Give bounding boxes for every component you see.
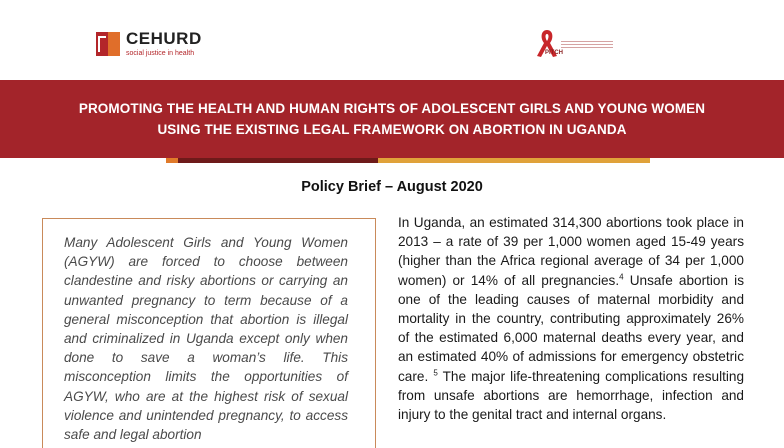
cehurd-logo-tagline: social justice in health	[126, 50, 195, 57]
reference-5: 5	[433, 368, 438, 378]
cehurd-logo	[96, 30, 202, 57]
cehurd-logo-name: CEHURD	[126, 29, 202, 48]
policy-brief-subtitle: Policy Brief – August 2020	[301, 179, 483, 195]
reference-4: 4	[619, 272, 624, 282]
accent-stripe-gold	[378, 158, 650, 163]
pitch-logo	[533, 28, 613, 60]
body-text-part2: Unsafe abortion is one of the leading causes of maternal morbidity and mortality in the country, contributing approximately 26% of the estimated 6,000 maternal deaths every year, and an estimated 40% of admissions for emergency obstetric care.	[398, 272, 744, 384]
body-paragraph	[398, 213, 744, 424]
cehurd-logo-icon	[96, 32, 120, 56]
body-text-part1: In Uganda, an estimated 314,300 abortions took place in 2013 – a rate of 39 per 1,000 women aged 15-49 years (higher than the Africa regional average of 34 per 1,000 women) or 14% of all pregnancies.	[398, 215, 744, 288]
accent-stripe-brown	[178, 158, 378, 163]
title-banner	[0, 80, 784, 158]
page-title: PROMOTING THE HEALTH AND HUMAN RIGHTS OF ADOLESCENT GIRLS AND YOUNG WOMEN USING THE EXISTING LEGAL FRAMEWORK ON ABORTION IN UGANDA	[78, 101, 706, 137]
pitch-logo-lines	[561, 41, 613, 50]
body-text-part3: The major life-threatening complications resulting from unsafe abortions are hemorrhage, infection and injury to the genital tract and internal organs.	[398, 368, 745, 423]
callout-text: Many Adolescent Girls and Young Women (AGYW) are forced to choose between clandestine and risky abortions or carrying an unwanted pregnancy to term because of a general misconception that abortion is illegal and criminalized in Uganda except only when done to save a woman’s life. This misconception limits the opportunities of AGYW, who are at the highest risk of sexual violence and unintended pregnancy, to access safe and legal abortion	[64, 235, 348, 443]
pitch-logo-name: PITCH	[545, 50, 563, 56]
accent-stripe-orange	[166, 158, 178, 163]
